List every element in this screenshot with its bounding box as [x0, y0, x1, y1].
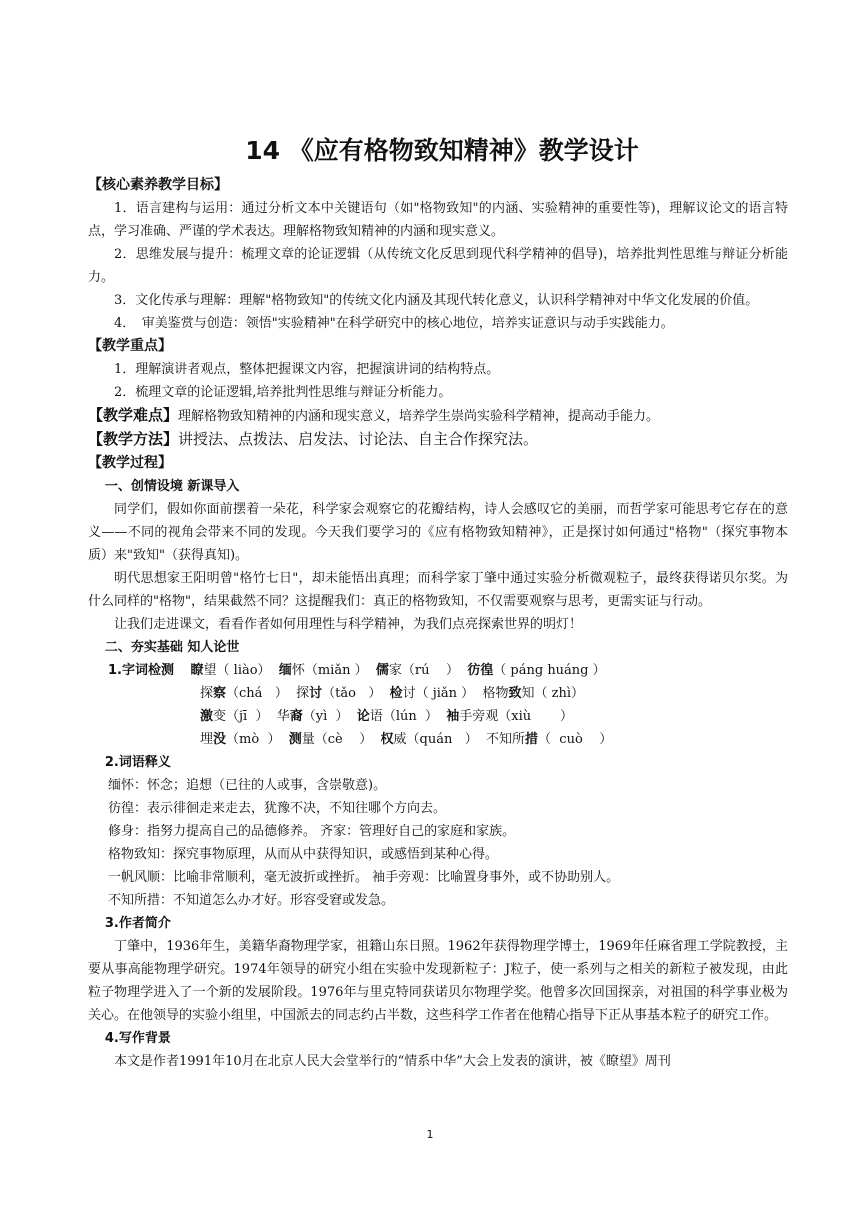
vocab-char: 讨	[309, 686, 323, 701]
author-heading: 3.作者简介	[104, 916, 171, 931]
goals-heading: 【核心素养教学目标】	[88, 177, 228, 193]
difficulty-heading: 【教学难点】	[88, 406, 179, 424]
vocab-text: （yì ）	[302, 709, 357, 724]
meaning-heading: 2.词语释义	[104, 755, 171, 770]
vocab-text: 知（ zhì）	[521, 686, 584, 701]
key-point-item: 2．梳理文章的论证逻辑,培养批判性思维与辩证分析能力。	[114, 385, 452, 400]
vocab-char: 测	[288, 732, 302, 747]
meaning-line: 缅怀：怀念；追想（已往的人或事，含崇敬意)。	[108, 778, 387, 793]
method-text: 讲授法、点拨法、启发法、讨论法、自主合作探究法。	[178, 430, 539, 448]
vocab-char: 缅	[278, 663, 292, 678]
vocab-char: 瞭	[190, 663, 204, 678]
intro-paragraph: 同学们，假如你面前摆着一朵花，科学家会观察它的花瓣结构，诗人会感叹它的美丽，而哲学家可能思考它存在的意义——不同的视角会带来不同的发现。今天我们要学习的《应有格物致知精神》，正是探讨如何通过"格物"（探究事物本质）来"致知"（获得真知)。	[88, 502, 788, 563]
vocab-char: 彷徨	[467, 663, 494, 678]
part1-heading: 一、创情设境 新课导入	[104, 479, 240, 494]
vocab-text: 量（cè ）	[301, 732, 381, 747]
vocab-text: 变（jī ） 华	[213, 709, 290, 724]
page-number: 1	[426, 1128, 434, 1141]
vocab-row	[88, 728, 788, 751]
vocab-char: 论	[356, 709, 370, 724]
intro-paragraph: 让我们走进课文，看看作者如何用理性与科学精神，为我们点亮探索世界的明灯！	[114, 617, 583, 632]
vocab-text: 埋	[200, 732, 214, 747]
vocab-char: 察	[213, 686, 227, 701]
vocab-char: 没	[213, 732, 227, 747]
vocab-text: 威（quán ） 不知所	[393, 732, 526, 747]
vocab-text: 探	[200, 686, 214, 701]
vocab-text: 语（lún ）	[369, 709, 447, 724]
vocab-text: （ cuò ）	[538, 732, 613, 747]
meaning-line: 修身：指努力提高自己的品德修养。 齐家：管理好自己的家庭和家族。	[108, 824, 516, 839]
difficulty-line	[88, 404, 788, 428]
goal-item: 4． 审美鉴赏与创造：领悟"实验精神"在科学研究中的核心地位，培养实证意识与动手实践能力。	[114, 316, 674, 331]
intro-paragraph: 明代思想家王阳明曾"格竹七日"，却未能悟出真理；而科学家丁肇中通过实验分析微观粒子，最终获得诺贝尔奖。为什么同样的"格物"，结果截然不同？这提醒我们：真正的格物致知，不仅需要观察与思考，更需实证与行动。	[88, 571, 788, 609]
vocab-text: （tǎo ）	[322, 686, 390, 701]
vocab-text: 怀（miǎn ）	[291, 663, 376, 678]
process-heading: 【教学过程】	[88, 455, 172, 471]
vocab-text: 手旁观（xiù ）	[459, 709, 574, 724]
meaning-line: 彷徨：表示徘徊走来走去，犹豫不决，不知往哪个方向去。	[108, 801, 447, 816]
page-title: 14 《应有格物致知精神》教学设计	[245, 136, 639, 165]
vocab-row	[88, 659, 788, 682]
goal-item: 2．思维发展与提升：梳理文章的论证逻辑（从传统文化反思到现代科学精神的倡导)，培养批判性思维与辩证分析能力。	[88, 247, 788, 285]
vocab-text: 望（ liào）	[203, 663, 279, 678]
vocab-text: （chá ） 探	[226, 686, 310, 701]
vocab-text: （ páng huáng ）	[493, 663, 606, 678]
meaning-line: 一帆风顺：比喻非常顺利，毫无波折或挫折。 袖手旁观：比喻置身事外，或不协助别人。	[108, 870, 620, 885]
key-points-heading: 【教学重点】	[88, 338, 172, 354]
author-paragraph: 丁肇中，1936年生，美籍华裔物理学家，祖籍山东日照。1962年获得物理学博士，1969年任麻省理工学院教授，主要从事高能物理学研究。1974年领导的研究小组在实验中发现新粒子：J粒子，使一系列与之相关的新粒子被发现，由此粒子物理学进入了一个新的发展阶段。1976年与里克特同获诺贝尔物理学奖。他曾多次回国探亲，对祖国的科学事业极为关心。在他领导的实验小组里，中国派去的同志约占半数，这些科学工作者在他精心指导下正从事基本粒子的研究工作。	[88, 939, 788, 1023]
method-heading: 【教学方法】	[88, 430, 179, 448]
meaning-line: 不知所措：不知道怎么办才好。形容受窘或发急。	[108, 893, 395, 908]
key-point-item: 1．理解演讲者观点，整体把握课文内容，把握演讲词的结构特点。	[114, 362, 500, 377]
vocab-text: 家（rú ）	[388, 663, 468, 678]
vocab-char: 检	[389, 686, 403, 701]
difficulty-text: 理解格物致知精神的内涵和现实意义，培养学生崇尚实验科学精神，提高动手能力。	[178, 409, 660, 424]
vocab-char: 儒	[375, 663, 389, 678]
goal-item: 1．语言建构与运用：通过分析文本中关键语句（如"格物致知"的内涵、实验精神的重要性等)，理解议论文的语言特点，学习准确、严谨的学术表达。理解格物致知精神的内涵和现实意义。	[88, 201, 788, 239]
vocab-char: 袖	[446, 709, 460, 724]
goal-item: 3．文化传承与理解：理解"格物致知"的传统文化内涵及其现代转化意义，认识科学精神对中华文化发展的价值。	[114, 293, 759, 308]
vocab-heading: 1.字词检测	[108, 663, 174, 678]
method-line	[88, 428, 788, 452]
vocab-row	[88, 705, 788, 728]
vocab-text: （mò ）	[226, 732, 289, 747]
document-page	[88, 128, 788, 1073]
meaning-line: 格物致知：探究事物原理，从而从中获得知识，或感悟到某种心得。	[108, 847, 499, 862]
vocab-text: 讨（ jiǎn ） 格物	[402, 686, 509, 701]
background-paragraph: 本文是作者1991年10月在北京人民大会堂举行的“情系中华”大会上发表的演讲，被《瞭望》周刊	[114, 1054, 671, 1069]
vocab-char: 权	[380, 732, 394, 747]
vocab-char: 致	[508, 686, 522, 701]
vocab-row	[88, 682, 788, 705]
part2-heading: 二、夯实基础 知人论世	[104, 640, 240, 655]
vocab-char: 激	[200, 709, 214, 724]
vocab-char: 措	[525, 732, 539, 747]
vocab-char: 裔	[289, 709, 303, 724]
background-heading: 4.写作背景	[104, 1031, 171, 1046]
